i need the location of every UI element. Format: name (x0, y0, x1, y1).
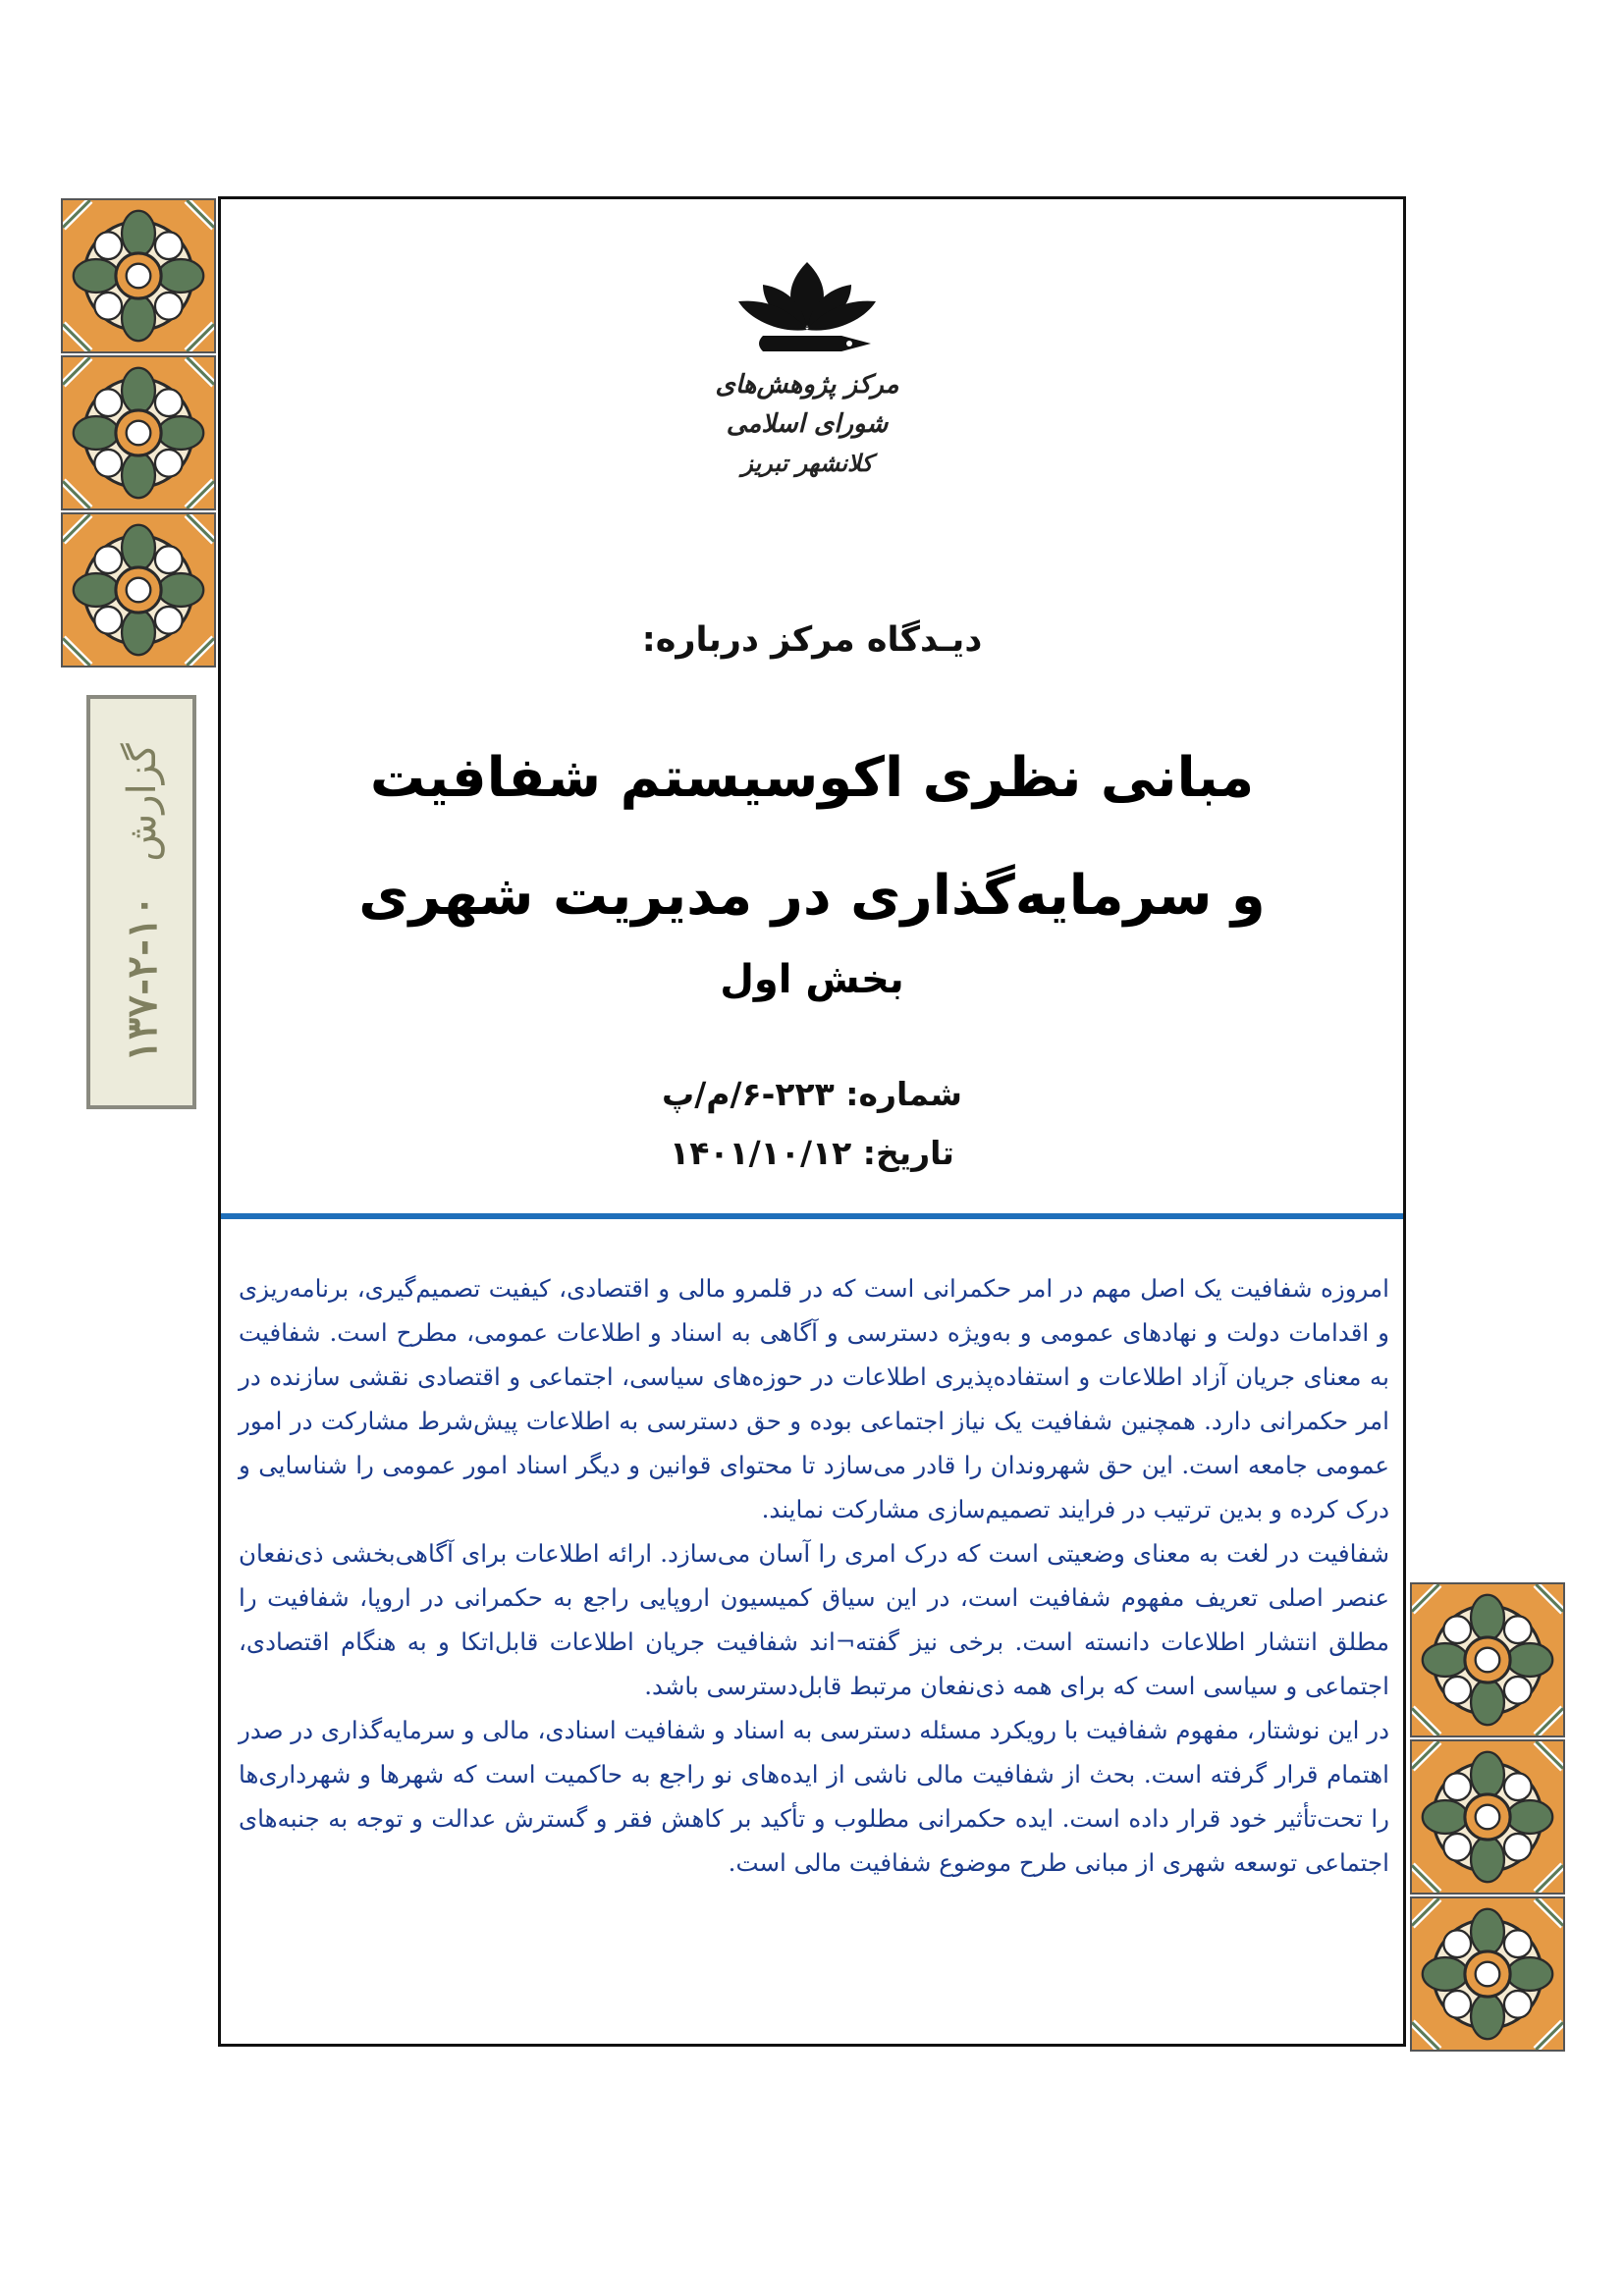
document-number: شماره: ۲۲۳-۶/م/پ (662, 1075, 962, 1113)
paragraph-2: شفافیت در لغت به معنای وضعیتی است که درک امری را آسان می‌سازد. ارائه اطلاعات برای آگاهی‌بخشی ذی‌نفعان عنصر اصلی تعریف مفهوم شفافیت است، در این سیاق کمیسیون اروپایی راجع به حکمرانی در اروپا، شفافیت را مطلق انتشار اطلاعات دانسته است. برخی نیز گفته¬اند شفافیت جریان اطلاعات قابل‌اتکا و به هنگام اقتصادی، اجتماعی و سیاسی است که برای همه ذی‌نفعان مرتبط قابل‌دسترسی باشد. (239, 1539, 1389, 1700)
report-label-box (86, 695, 196, 1109)
decorative-tile-right-2 (1410, 1739, 1565, 1895)
logo (709, 257, 905, 483)
subtitle: دیـدگاه مرکز درباره: (641, 620, 983, 660)
decorative-tile-right-1 (1410, 1582, 1565, 1737)
decorative-tile-right-3 (1410, 1896, 1565, 2052)
decorative-tile-left-3 (61, 512, 216, 667)
part-label: بخش اول (720, 957, 904, 1002)
lotus-pen-logo-icon (733, 257, 881, 365)
paragraph-3: در این نوشتار، مفهوم شفافیت با رویکرد مسئله دسترسی به اسناد و شفافیت اسنادی، مالی و سرمایه‌گذاری در صدر اهتمام قرار گرفته است. بحث از شفافیت مالی ناشی از ایده‌های نو راجع به حاکمیت است که شهرها و شهرداری‌ها را تحت‌تأثیر خود قرار داده است. ایده حکمرانی مطلوب و تأکید بر کاهش فقر و گسترش عدالت و توجه به جنبه‌های اجتماعی توسعه شهری از مبانی طرح موضوع شفافیت مالی است. (239, 1716, 1389, 1877)
report-label-word: گزارش (119, 742, 164, 862)
title-line-1: مبانی نظری اکوسیستم شفافیت (369, 746, 1255, 810)
logo-name-line: مرکز پژوهش‌های شورای اسلامی (715, 370, 899, 439)
title-line-2: و سرمایه‌گذاری در مدیریت شهری (358, 864, 1266, 928)
decorative-tile-left-1 (61, 198, 216, 353)
logo-branch-line: کلانشهر تبریز (741, 449, 873, 477)
decorative-tile-left-2 (61, 355, 216, 510)
body-text (239, 1266, 1389, 1885)
divider-rule (221, 1213, 1403, 1219)
paragraph-1: امروزه شفافیت یک اصل مهم در امر حکمرانی است که در قلمرو مالی و اقتصادی، کیفیت تصمیم‌گیری، برنامه‌ریزی و اقدامات دولت و نهادهای عمومی و به‌ویژه دسترسی و آگاهی به اسناد و اطلاعات عمومی، مطرح است. شفافیت به معنای جریان آزاد اطلاعات و استفاده‌پذیری اطلاعات در حوزه‌های سیاسی، اجتماعی و اقتصادی نقشی سازنده در امر حکمرانی دارد. همچنین شفافیت یک نیاز اجتماعی بوده و حق دسترسی به اطلاعات پیش‌شرط مشارکت در امور عمومی جامعه است. این حق شهروندان را قادر می‌سازد تا محتوای قوانین و دیگر اسناد امور عمومی را شناسایی و درک کرده و بدین ترتیب در فرایند تصمیم‌سازی مشارکت نمایند. (239, 1274, 1389, 1523)
report-label-code: ۱۳۷-۲-۱۰ (117, 894, 166, 1062)
document-date: تاریخ: ۱۴۰۱/۱۰/۱۲ (670, 1134, 954, 1172)
